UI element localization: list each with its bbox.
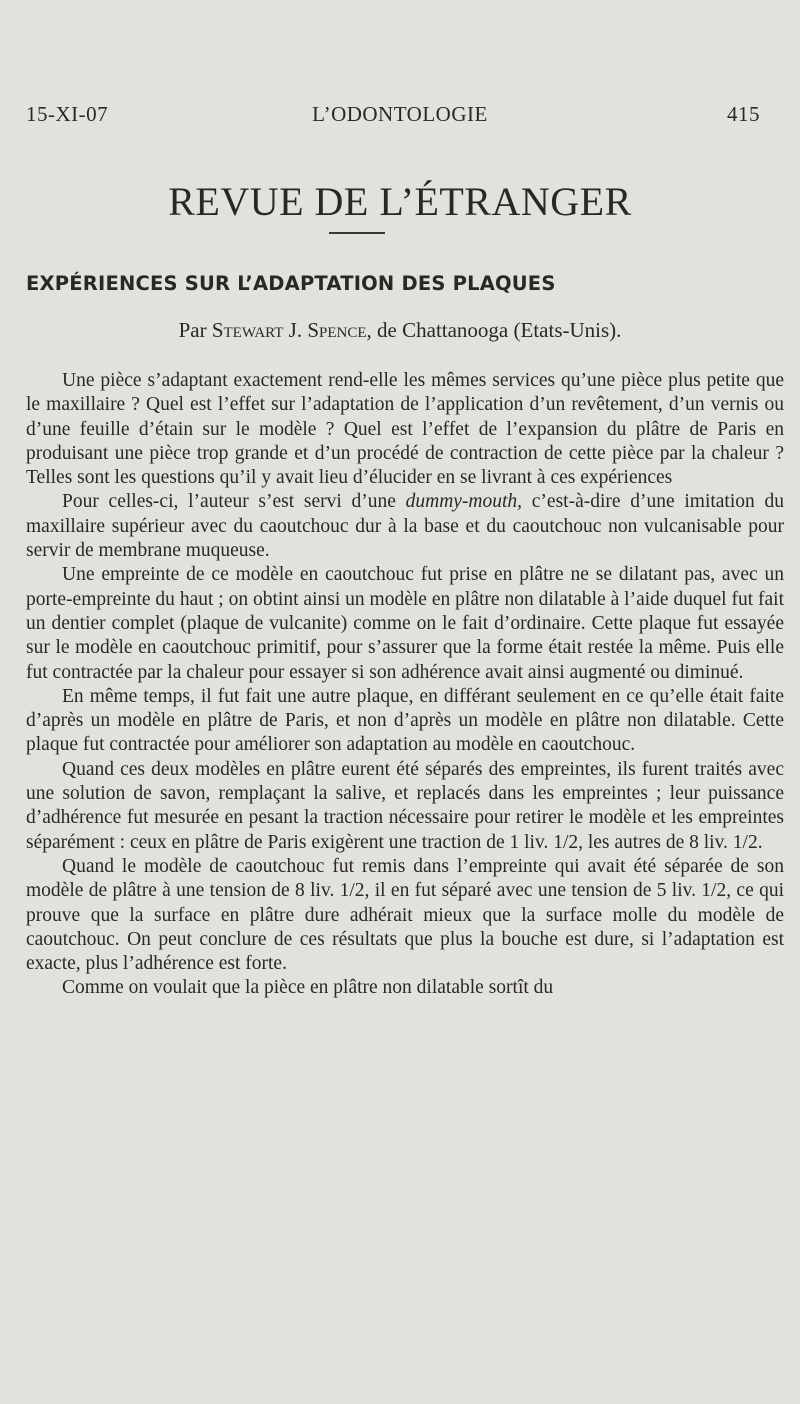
- section-title: REVUE DE L’ÉTRANGER: [168, 179, 632, 224]
- paragraph: En même temps, il fut fait une autre plaque, en différant seulement en ce qu’elle était faite d’après un modèle en plâtre de Paris, et non d’après un modèle en plâtre non dilatable. Cette plaque fut contractée pour améliorer son adaptation au modèle en caoutchouc.: [26, 685, 784, 756]
- paragraph: [26, 490, 784, 563]
- article-body: [26, 369, 784, 1001]
- journal-name: L’ODONTOLOGIE: [312, 102, 488, 126]
- paragraph-text: Pour celles-ci, l’auteur s’est servi d’une: [62, 491, 406, 513]
- paragraph-text: c’est-à-dire d’une imitation du maxillaire supérieur avec du caoutchouc dur à la base et du caoutchouc non vulcanisable pour servir de membrane muqueuse.: [26, 491, 784, 562]
- page-number: 415: [727, 102, 760, 126]
- paragraph: Une empreinte de ce modèle en caoutchouc fut prise en plâtre ne se dilatant pas, avec un porte-empreinte du haut ; on obtint ainsi un modèle en plâtre non dilatable à l’aide duquel fut fait un dentier complet (plaque de vulcanite) comme on le fait d’ordinaire. Cette plaque fut essayée sur le modèle en caoutchouc primitif, pour s’assurer que la forme était restée la même. Puis elle fut contractée par la chaleur pour essayer si son adhérence avait ainsi augmenté ou diminué.: [26, 564, 784, 683]
- byline-prefix: Par: [178, 318, 207, 342]
- author-name: Stewart J. Spence: [211, 318, 367, 342]
- italic-term: dummy-mouth,: [405, 491, 523, 513]
- paragraph: Une pièce s’adaptant exactement rend-elle les mêmes services qu’une pièce plus petite que le maxillaire ? Quel est l’effet sur l’adaptation de l’application d’un revêtement, d’un vernis ou d’une feuille d’étain sur le modèle ? Quel est l’effet de l’expansion du plâtre de Paris en produisant une pièce trop grande et d’un procédé de contraction de cette pièce par la chaleur ? Telles sont les questions qu’il y avait lieu d’élucider en se livrant à ces expériences: [26, 370, 784, 489]
- paragraph: Quand le modèle de caoutchouc fut remis dans l’empreinte qui avait été séparée de son modèle de plâtre à une tension de 8 liv. 1/2, il en fut séparé avec une tension de 5 liv. 1/2, ce qui prouve que la surface en plâtre dure adhérait mieux que la surface molle du modèle de caoutchouc. On peut conclure de ces résultats que plus la bouche est dure, si l’adaptation est exacte, plus l’adhérence est forte.: [26, 855, 784, 975]
- paragraph: Comme on voulait que la pièce en plâtre non dilatable sortît du: [62, 977, 554, 999]
- paragraph: Quand ces deux modèles en plâtre eurent été séparés des empreintes, ils furent traités avec une solution de savon, remplaçant la salive, et replacés dans les empreintes ; leur puissance d’adhérence fut mesurée en pesant la traction nécessaire pour retirer le modèle et les empreintes séparément : ceux en plâtre de Paris exigèrent une traction de 1 liv. 1/2, les autres de 8 liv. 1/2.: [26, 758, 784, 853]
- running-head: [26, 102, 774, 132]
- issue-date: 15-XI-07: [26, 102, 109, 126]
- title-divider: [329, 232, 385, 234]
- byline: [0, 318, 800, 343]
- byline-affiliation: , de Chattanooga (Etats-Unis).: [366, 318, 622, 342]
- article-title: EXPÉRIENCES SUR L’ADAPTATION DES PLAQUES: [26, 272, 556, 295]
